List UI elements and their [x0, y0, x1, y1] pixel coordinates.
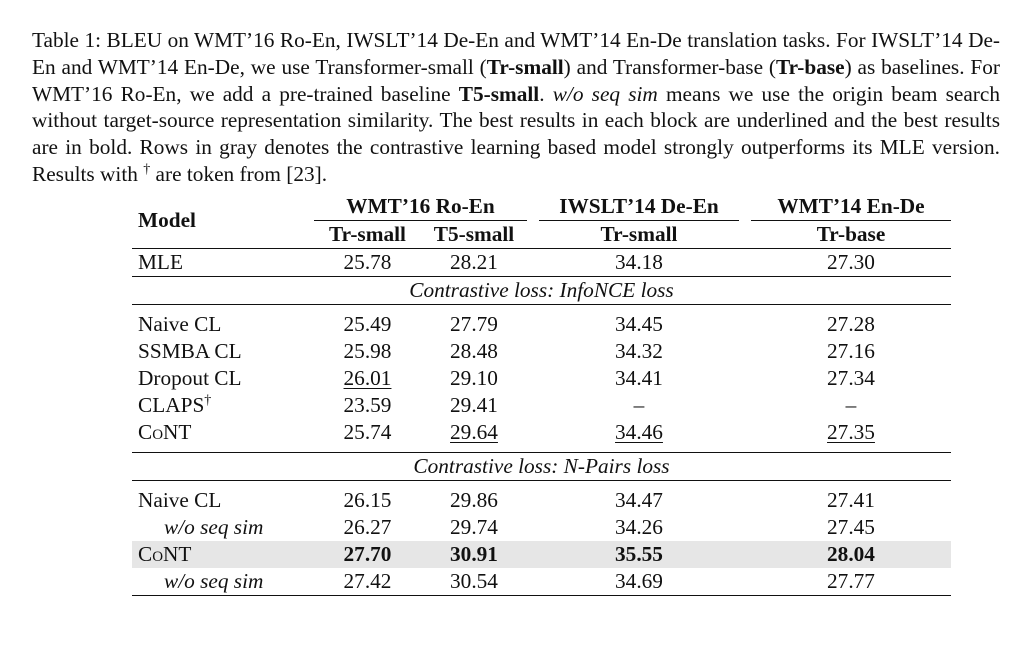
section-header-npairs [132, 453, 951, 481]
score-cell: 27.79 [421, 305, 527, 339]
subheader-tr-base: Tr-base [816, 222, 886, 246]
score-cell: 29.86 [421, 481, 527, 515]
score-cell: 25.98 [343, 339, 392, 363]
table-row [132, 305, 951, 339]
model-name: MLE [132, 249, 314, 277]
score-cell: 27.77 [751, 568, 951, 596]
caption-text: are token from [23]. [150, 161, 328, 186]
model-name: Naive CL [132, 481, 314, 515]
caption-text: ) and Transformer-base ( [563, 54, 776, 79]
table-row [132, 365, 951, 392]
score-cell: 34.26 [615, 515, 663, 539]
group-header-wmt16-ro-en: WMT’16 Ro-En [314, 193, 527, 221]
score-cell-best: 30.91 [421, 541, 527, 568]
caption-dagger: † [143, 161, 151, 177]
model-name: Naive CL [132, 305, 314, 339]
score-cell: 27.45 [827, 515, 875, 539]
score-cell: 28.21 [421, 249, 527, 277]
caption-text: Table 1: BLEU on WMT’16 Ro-En, IWSLT’14 De-En and WMT’14 En-De translation tasks. For IWSLT’14 De-En and WMT’14 En-De, we use Transformer-small ( [32, 28, 1000, 79]
score-cell: 34.32 [615, 339, 663, 363]
bleu-results-table [132, 193, 951, 596]
section-title: Contrastive loss: InfoNCE loss [132, 277, 951, 305]
group-header-wmt14-en-de: WMT’14 En-De [751, 193, 951, 221]
score-cell: 26.27 [343, 515, 392, 539]
caption-italic-term: w/o seq sim [552, 81, 658, 106]
table-row [132, 481, 951, 515]
score-cell: 34.18 [539, 249, 739, 277]
table-row [132, 392, 951, 419]
model-name: CoNT [132, 541, 314, 568]
caption-bold-term: Tr-small [486, 54, 564, 79]
group-header-iwslt14-de-en: IWSLT’14 De-En [539, 193, 739, 221]
score-cell-best: 27.70 [314, 541, 421, 568]
subheader-tr-small: Tr-small [600, 222, 678, 246]
table-row [132, 514, 951, 541]
score-cell: – [845, 393, 857, 417]
model-name: Dropout CL [138, 366, 242, 390]
table-row [132, 419, 951, 453]
model-name: w/o seq sim [164, 515, 264, 539]
model-name: w/o seq sim [132, 568, 314, 596]
score-cell: 26.15 [314, 481, 421, 515]
score-cell: 25.74 [343, 420, 392, 444]
table-row [132, 338, 951, 365]
score-cell-best: 28.04 [751, 541, 951, 568]
caption-bold-term: T5-small [458, 81, 540, 106]
score-cell: – [633, 393, 645, 417]
score-cell: 34.69 [539, 568, 739, 596]
score-cell: 29.74 [450, 515, 498, 539]
dagger-mark: † [204, 393, 212, 408]
score-cell: 34.47 [539, 481, 739, 515]
score-cell-best: 35.55 [539, 541, 739, 568]
score-cell: 27.28 [751, 305, 951, 339]
subheader-tr-small: Tr-small [329, 222, 406, 246]
model-name: SSMBA CL [138, 339, 242, 363]
score-cell-best: 27.35 [827, 420, 875, 444]
score-cell: 27.16 [827, 339, 875, 363]
score-cell: 28.48 [450, 339, 498, 363]
score-cell: 27.30 [751, 249, 951, 277]
score-cell: 25.49 [314, 305, 421, 339]
score-cell: 27.34 [827, 366, 875, 390]
score-cell: 30.54 [421, 568, 527, 596]
score-cell: 29.41 [450, 393, 498, 417]
score-cell: 27.42 [314, 568, 421, 596]
caption-text: means we use the origin beam search without target-source representation similarity. The best results in each block are underlined and the best results are in bold. Rows in gray denotes the contrastive learning based model strongly outperforms its MLE version. Results with [32, 81, 1000, 186]
caption-text: . [539, 81, 553, 106]
table-row-mle [132, 249, 951, 277]
score-cell: 25.78 [314, 249, 421, 277]
caption-text: ) as baselines. For WMT’16 Ro-En, we add a pre-trained baseline [32, 54, 1000, 106]
score-cell: 34.41 [615, 366, 663, 390]
score-cell-best: 26.01 [343, 366, 392, 390]
section-title: Contrastive loss: N-Pairs loss [132, 453, 951, 481]
model-name: CoNT [138, 420, 192, 444]
score-cell: 27.41 [751, 481, 951, 515]
subheader-t5-small: T5-small [433, 222, 515, 246]
table-caption [32, 27, 1000, 188]
model-column-header: Model [138, 208, 196, 232]
table-group-header-row [132, 193, 951, 221]
score-cell-best: 29.64 [450, 420, 498, 444]
score-cell: 23.59 [343, 393, 392, 417]
table-row [132, 568, 951, 596]
score-cell: 34.45 [539, 305, 739, 339]
score-cell-best: 34.46 [615, 420, 663, 444]
model-name: CLAPS [138, 393, 205, 417]
score-cell: 29.10 [450, 366, 498, 390]
caption-bold-term: Tr-base [775, 54, 845, 79]
section-header-infonce [132, 277, 951, 305]
table-row-highlighted [132, 541, 951, 568]
